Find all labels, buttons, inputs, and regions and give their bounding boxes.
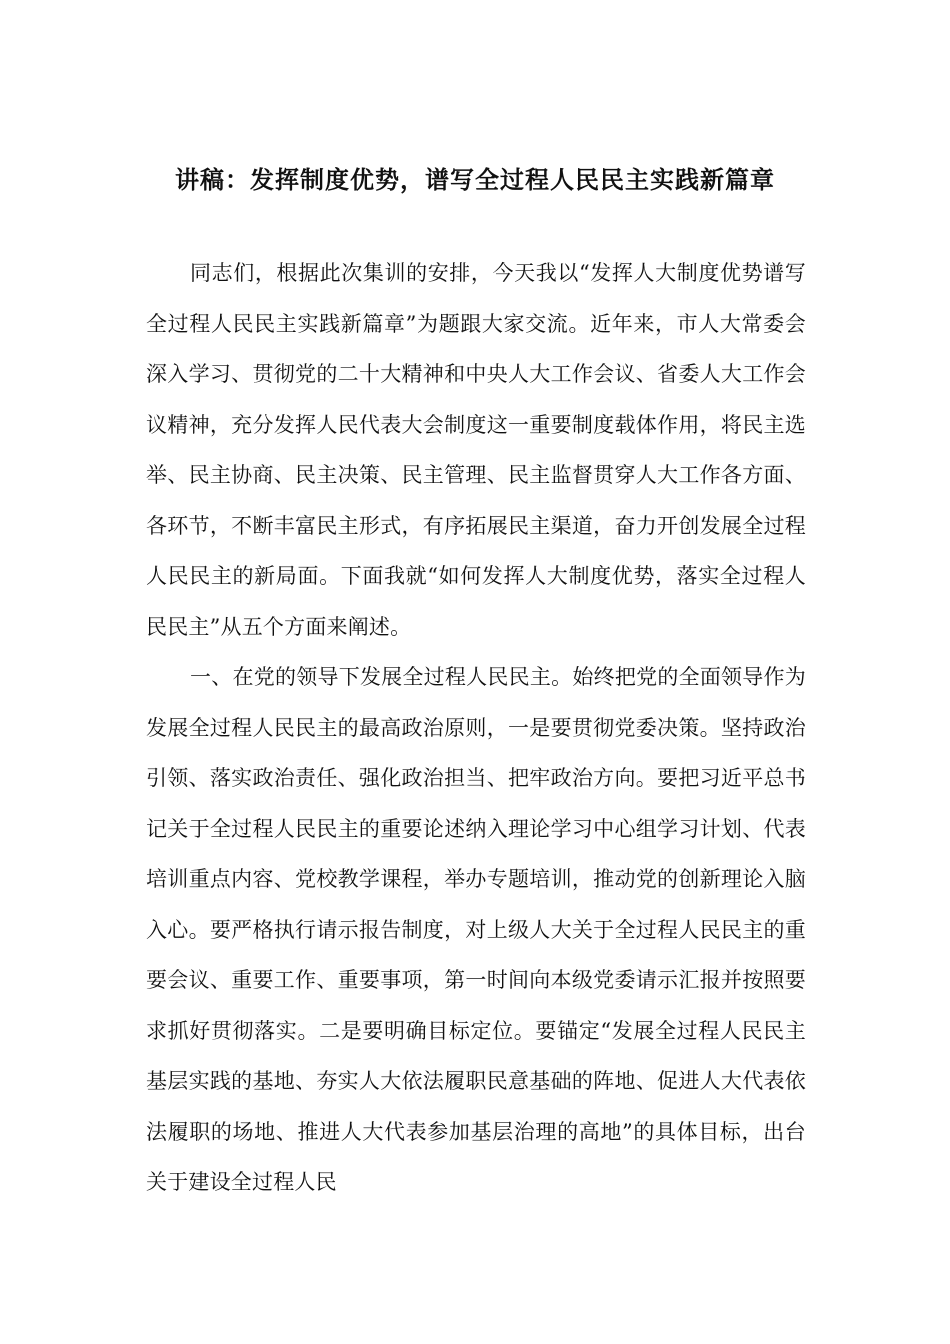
document-title: 讲稿：发挥制度优势，谱写全过程人民民主实践新篇章 [175, 166, 775, 194]
paragraph-section-one: 一、在党的领导下发展全过程人民民主。始终把党的全面领导作为发展全过程人民民主的最高政治原则，一是要贯彻党委决策。坚持政治引领、落实政治责任、强化政治担当、把牢政治方向。要把习近平总书记关于全过程人民民主的重要论述纳入理论学习中心组学习计划、代表培训重点内容、党校教学课程，举办专题培训，推动党的创新理论入脑入心。要严格执行请示报告制度，对上级人大关于全过程人民民主的重要会议、重要工作、重要事项，第一时间向本级党委请示汇报并按照要求抓好贯彻落实。二是要明确目标定位。要锚定“发展全过程人民民主基层实践的基地、夯实人大依法履职民意基础的阵地、促进人大代表依法履职的场地、推进人大代表参加基层治理的高地”的具体目标，出台关于建设全过程人民 [146, 665, 806, 1194]
paragraph-intro: 同志们，根据此次集训的安排，今天我以“发挥人大制度优势谱写全过程人民民主实践新篇章”为题跟大家交流。近年来，市人大常委会深入学习、贯彻党的二十大精神和中央人大工作会议、省委人大工作会议精神，充分发挥人民代表大会制度这一重要制度载体作用，将民主选举、民主协商、民主决策、民主管理、民主监督贯穿人大工作各方面、各环节，不断丰富民主形式，有序拓展民主渠道，奋力开创发展全过程人民民主的新局面。下面我就“如何发挥人大制度优势，落实全过程人民民主”从五个方面来阐述。 [146, 261, 806, 639]
document-body [146, 248, 806, 1208]
